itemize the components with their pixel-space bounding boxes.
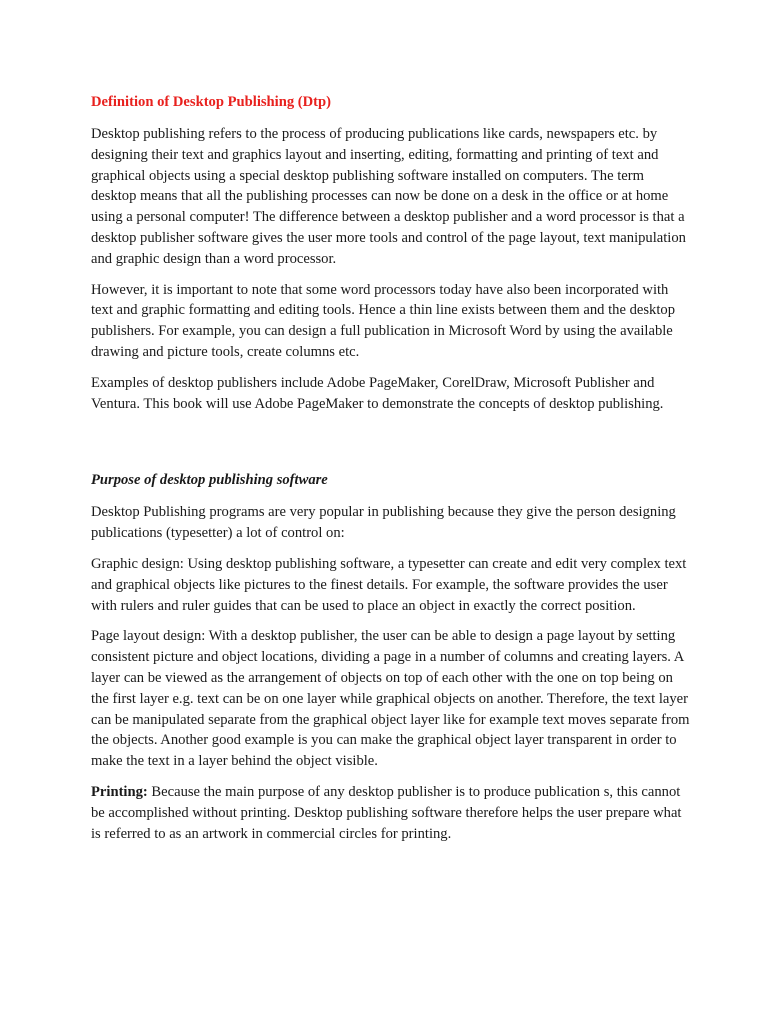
intro-paragraph-examples: Examples of desktop publishers include Adobe PageMaker, CorelDraw, Microsoft Publisher and Ventura. This book will use Adobe PageMaker to demonstrate the concepts of desktop publishing. xyxy=(91,374,664,412)
section-paragraph-intro: Desktop Publishing programs are very popular in publishing because they give the person designing publications (typesetter) a lot of control on: xyxy=(91,504,676,542)
document-page xyxy=(91,92,691,854)
section-paragraph-graphic-design: Graphic design: Using desktop publishing software, a typesetter can create and edit very complex text and graphical objects like pictures to the finest details. For example, the software provides the user with rulers and ruler guides that can be used to place an object in exactly the correct position. xyxy=(91,555,687,614)
document-title: Definition of Desktop Publishing (Dtp) xyxy=(91,94,332,110)
printing-text: Because the main purpose of any desktop publisher is to produce publication s, this cannot be accomplished without printing. Desktop publishing software therefore helps the user prepare what is referred to as an artwork in commercial circles for printing. xyxy=(91,783,682,842)
section-paragraph-printing xyxy=(91,782,691,844)
printing-label: Printing: xyxy=(91,783,148,800)
section-paragraph-page-layout: Page layout design: With a desktop publisher, the user can be able to design a page layout by setting consistent picture and object locations, dividing a page in a number of columns and creating layers. A layer can be viewed as the arrangement of objects on top of each other with the one on top being on the first layer e.g. text can be on one layer while graphical objects on another. Therefore, the text layer can be manipulated separate from the graphical object layer like for example text moves separate from the objects. Another good example is you can make the graphical object layer transparent in order to make the text in a layer behind the object visible. xyxy=(91,628,690,770)
intro-paragraph-definition: Desktop publishing refers to the process of producing publications like cards, newspapers etc. by designing their text and graphics layout and inserting, editing, formatting and printing of text and graphical objects using a special desktop publishing software installed on computers. The term desktop means that all the publishing processes can now be done on a desk in the office or at home using a personal computer! The difference between a desktop publisher and a word processor is that a desktop publisher software gives the user more tools and control of the page layout, text manipulation and graphic design than a word processor. xyxy=(91,126,686,267)
section-heading-purpose: Purpose of desktop publishing software xyxy=(91,472,328,489)
intro-paragraph-word-processors: However, it is important to note that some word processors today have also been incorporated with text and graphic formatting and editing tools. Hence a thin line exists between them and the desktop publishers. For example, you can design a full publication in Microsoft Word by using the available drawing and picture tools, create columns etc. xyxy=(91,281,675,360)
